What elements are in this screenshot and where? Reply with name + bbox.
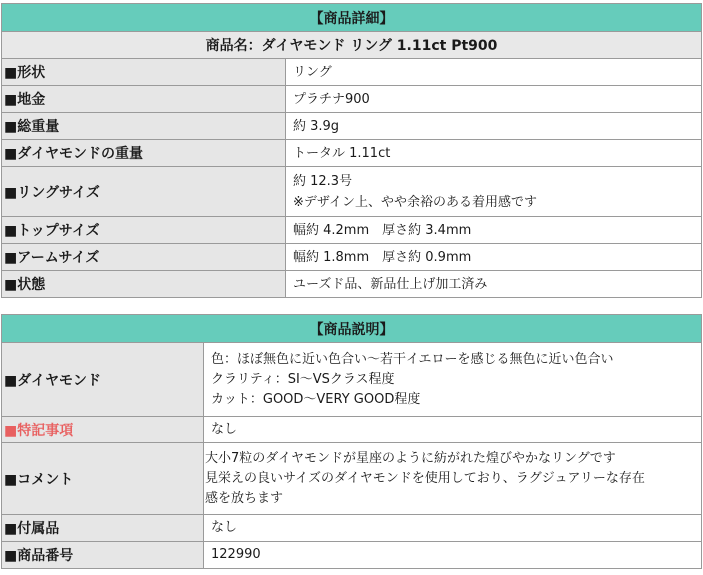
table-row	[2, 271, 702, 298]
row-value	[204, 443, 702, 515]
row-value: プラチナ900	[286, 86, 702, 113]
table-row	[2, 140, 702, 167]
row-value: ユーズド品、新品仕上げ加工済み	[286, 271, 702, 298]
product-name: 商品名：ダイヤモンド リング 1.11ct Pt900	[2, 32, 702, 59]
row-label: ■地金	[2, 86, 286, 113]
row-value: リング	[286, 59, 702, 86]
value-line: ※デザイン上、やや余裕のある着用感です	[293, 194, 537, 210]
table-row	[2, 244, 702, 271]
table-row	[2, 542, 702, 569]
details-header: 【商品詳細】	[2, 4, 702, 32]
row-label: ■アームサイズ	[2, 244, 286, 271]
table-row	[2, 217, 702, 244]
row-label: ■付属品	[2, 515, 204, 542]
value-line: 色：ほぼ無色に近い色合い～若干イエローを感じる無色に近い色合い	[211, 351, 614, 367]
table-row	[2, 167, 702, 217]
row-label: ■ダイヤモンドの重量	[2, 140, 286, 167]
table-row	[2, 86, 702, 113]
table-row	[2, 417, 702, 443]
row-label: ■ダイヤモンド	[2, 343, 204, 417]
row-value: トータル 1.11ct	[286, 140, 702, 167]
row-label: ■状態	[2, 271, 286, 298]
product-details-table	[1, 3, 702, 298]
description-header: 【商品説明】	[2, 315, 702, 343]
row-label: ■トップサイズ	[2, 217, 286, 244]
row-value: なし	[204, 417, 702, 443]
table-row	[2, 59, 702, 86]
value-line: 感を放ちます	[205, 490, 284, 506]
value-line: 大小7粒のダイヤモンドが星座のように紡がれた煌びやかなリングです	[205, 450, 616, 466]
value-line: 約 12.3号	[293, 173, 353, 189]
value-line: 見栄えの良いサイズのダイヤモンドを使用しており、ラグジュアリーな存在	[205, 470, 645, 486]
row-label: ■特記事項	[2, 417, 204, 443]
row-value: 122990	[204, 542, 702, 569]
value-line: カット：GOOD～VERY GOOD程度	[211, 391, 421, 407]
row-value: なし	[204, 515, 702, 542]
product-description-table	[1, 314, 702, 569]
table-row	[2, 343, 702, 417]
row-label: ■商品番号	[2, 542, 204, 569]
row-label: ■コメント	[2, 443, 204, 515]
row-value: 約 3.9g	[286, 113, 702, 140]
row-value: 幅約 1.8mm 厚さ約 0.9mm	[286, 244, 702, 271]
row-value: 幅約 4.2mm 厚さ約 3.4mm	[286, 217, 702, 244]
row-value	[204, 343, 702, 417]
row-label: ■総重量	[2, 113, 286, 140]
table-row	[2, 443, 702, 515]
table-row	[2, 113, 702, 140]
row-label: ■リングサイズ	[2, 167, 286, 217]
table-row	[2, 515, 702, 542]
row-label: ■形状	[2, 59, 286, 86]
value-line: クラリティ：SI～VSクラス程度	[211, 371, 395, 387]
row-value	[286, 167, 702, 217]
